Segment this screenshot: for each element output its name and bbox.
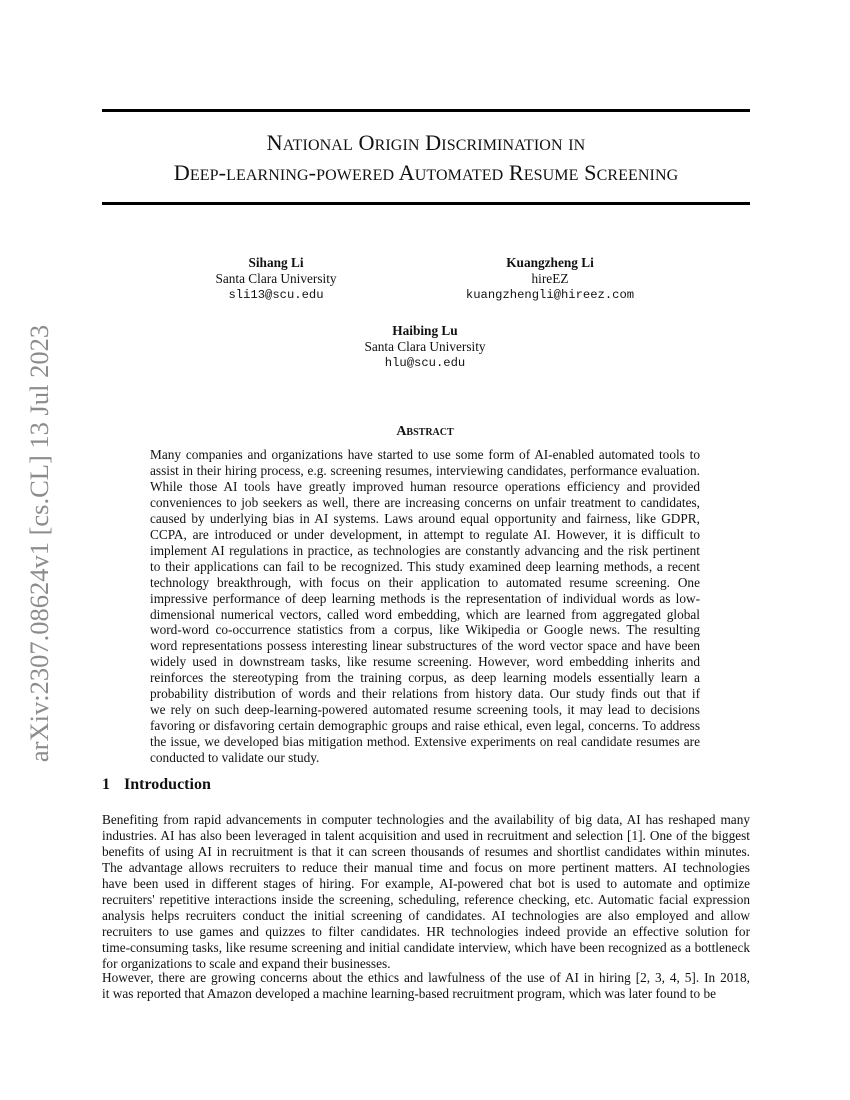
title-line-2: Deep-learning-powered Automated Resume Screening xyxy=(173,160,679,185)
text-line: the issue, we developed bias mitigation method. Extensive experiments on real candidate resumes are xyxy=(150,734,700,750)
text-line: However, there are growing concerns about the ethics and lawfulness of the use of AI in hiring [2, 3, 4, 5]. In 2018, xyxy=(102,970,750,985)
text-line: we rely on such deep-learning-powered automated resume screening tools, it may lead to decisions xyxy=(150,702,700,718)
text-line: CCPA, are introduced or under development, in attempt to regulate AI. However, it is difficult to xyxy=(150,526,700,542)
author-block xyxy=(176,255,376,303)
text-line: word-word co-occurrence statistics from a corpus, like Wikipedia or Google news. The resulting xyxy=(150,622,700,638)
section-heading xyxy=(102,776,211,794)
text-line: for organizations to scale and expand their businesses. xyxy=(102,955,391,971)
text-line: favoring or disfavoring certain demographic groups and raise ethical, even legal, concerns. To address xyxy=(150,718,700,734)
text-line: industries. AI has also been leveraged in talent acquisition and used in recruitment and selection [1]. One of the biggest xyxy=(102,827,750,843)
text-line: implement AI regulations in practice, as technologies are constantly advancing and the risk pertinent xyxy=(150,542,700,558)
author-email[interactable]: kuangzhengli@hireez.com xyxy=(465,288,635,302)
text-line: recruiters to use games and quizzes to filter candidates. HR technologies indeed provide an effective solution for xyxy=(102,923,750,939)
text-line: it was reported that Amazon developed a machine learning-based recruitment program, which was later found to be xyxy=(102,985,717,1001)
text-line: Benefiting from rapid advancements in computer technologies and the availability of big data, AI has reshaped many xyxy=(102,812,750,827)
text-line: While those AI tools have greatly improved human resource operations efficiency and provided xyxy=(150,478,700,494)
title-rule-bottom xyxy=(102,202,750,205)
text-line: Many companies and organizations have started to use some form of AI-enabled automated tools to xyxy=(150,447,700,462)
text-line: technology breakthrough, with focus on their application to automated resume screening. One xyxy=(150,574,700,590)
author-name: Sihang Li xyxy=(248,255,304,270)
author-name: Kuangzheng Li xyxy=(506,255,594,270)
text-line: word representations possess interesting linear substructures of the word vector space and have been xyxy=(150,638,700,654)
author-email[interactable]: hlu@scu.edu xyxy=(384,356,466,370)
author-affiliation: Santa Clara University xyxy=(364,339,486,354)
author-block xyxy=(450,255,650,303)
text-line: recruiters' repetitive interactions inside the screening, scheduling, reference checking, etc. Automatic facial expression xyxy=(102,891,750,907)
author-affiliation: hireEZ xyxy=(531,271,569,286)
text-line: analysis helps recruiters conduct the initial screening of candidates. AI technologies are also employed and allow xyxy=(102,907,750,923)
title-rule-top xyxy=(102,109,750,112)
section-title: Introduction xyxy=(124,776,211,793)
author-name: Haibing Lu xyxy=(392,323,458,338)
text-line: The advantage allows recruiters to reduce their manual time and focus on more pertinent matters. AI technologies xyxy=(102,859,750,875)
arxiv-stamp-text: arXiv:2307.08624v1 [cs.CL] 13 Jul 2023 xyxy=(24,324,55,763)
text-line: caused by underlying bias in AI systems. Laws around equal opportunity and fairness, like GDPR, xyxy=(150,510,700,526)
abstract-heading: Abstract xyxy=(396,424,454,439)
text-line: reinforces the stereotyping from the training corpus, as deep learning models essentially learn a xyxy=(150,670,700,686)
text-line: dimensional numerical vectors, called word embedding, which are learned from aggregated global xyxy=(150,606,700,622)
body-paragraph xyxy=(102,812,750,972)
text-line: benefits of using AI in recruitment is that it can screen thousands of resumes and shortlist candidates within minutes. xyxy=(102,843,750,859)
paper-title xyxy=(102,128,750,188)
author-affiliation: Santa Clara University xyxy=(215,271,337,286)
title-line-1: National Origin Discrimination in xyxy=(266,130,586,155)
text-line: widely used in downstream tasks, like resume screening. However, word embedding inherits and xyxy=(150,654,700,670)
author-block xyxy=(325,323,525,371)
body-paragraph xyxy=(102,970,750,1002)
text-line: have been used in different stages of hiring. For example, AI-powered chat bot is used to automate and optimize xyxy=(102,875,750,891)
text-line: impressive performance of deep learning methods is the representation of individual words as low- xyxy=(150,590,700,606)
text-line: to their applications can fail to be recognized. This study examined deep learning methods, a recent xyxy=(150,558,700,574)
arxiv-stamp xyxy=(24,307,56,780)
abstract-body xyxy=(150,447,700,766)
text-line: assist in their hiring process, e.g. screening resumes, interviewing candidates, performance evaluation. xyxy=(150,462,700,478)
text-line: conducted to validate our study. xyxy=(150,750,320,766)
author-email[interactable]: sli13@scu.edu xyxy=(228,288,324,302)
text-line: conveniences to job seekers as well, there are increasing concerns on unfair treatment to candidates, xyxy=(150,494,700,510)
text-line: time-consuming tasks, like resume screening and initial candidate interview, which have been recognized as a bottleneck xyxy=(102,939,750,955)
text-line: probability distribution of words and their relations from history data. Our study finds out that if xyxy=(150,686,700,702)
section-number: 1 xyxy=(102,776,110,793)
